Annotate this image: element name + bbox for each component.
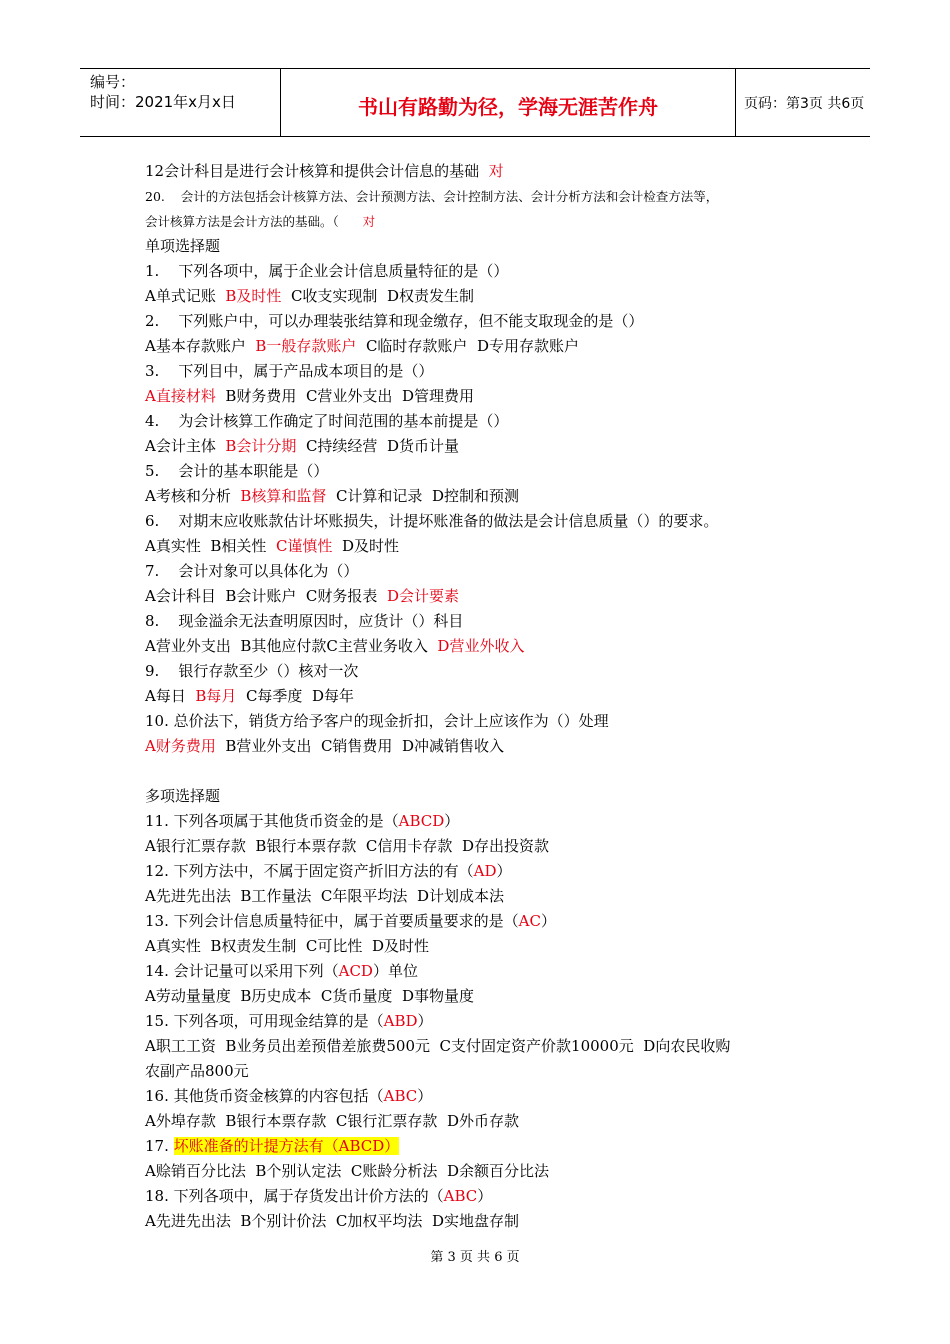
- line-text: A真实性 B相关性: [145, 537, 276, 555]
- document-body: [145, 159, 825, 1234]
- text-line: [145, 159, 825, 184]
- answer-text: AD: [473, 862, 497, 880]
- line-text: 6. 对期末应收账款估计坏账损失，计提坏账准备的做法是会计信息质量（）的要求。: [145, 512, 719, 530]
- answer-text: ABCD: [398, 812, 445, 830]
- header-motto-cell: [280, 69, 736, 136]
- line-text: A先进先出法 B个别计价法 C加权平均法 D实地盘存制: [145, 1212, 519, 1230]
- answer-text: 对: [479, 162, 504, 180]
- line-text: A职工工资 B业务员出差预借差旅费500元 C支付固定资产价款10000元 D向农民收购: [145, 1037, 731, 1055]
- line-text: A单式记账: [145, 287, 226, 305]
- text-line: [145, 959, 825, 984]
- line-text: 2. 下列账户中，可以办理装张结算和现金缴存，但不能支取现金的是（）: [145, 312, 644, 330]
- line-text: 9. 银行存款至少（）核对一次: [145, 662, 359, 680]
- text-line: [145, 1184, 825, 1209]
- line-text: 多项选择题: [145, 787, 221, 805]
- line-text: 单项选择题: [145, 237, 221, 255]
- text-line: [145, 734, 825, 759]
- page-header: [80, 68, 870, 137]
- line-text: ）单位: [372, 962, 418, 980]
- answer-text: B会计分期: [225, 437, 297, 455]
- line-text: A赊销百分比法 B个别认定法 C账龄分析法 D余额百分比法: [145, 1162, 549, 1180]
- line-text: C临时存款账户 D专用存款账户: [356, 337, 579, 355]
- line-text: A每日: [145, 687, 196, 705]
- line-text: A基本存款账户: [145, 337, 256, 355]
- text-line: [145, 234, 825, 259]
- line-text: 11. 下列各项属于其他货币资金的是（: [145, 812, 399, 830]
- text-line: [145, 934, 825, 959]
- text-line: [145, 659, 825, 684]
- line-text: A营业外支出 B其他应付款C主营业务收入: [145, 637, 438, 655]
- line-text: 农副产品800元: [145, 1062, 249, 1080]
- text-line: [145, 484, 825, 509]
- line-text: A先进先出法 B工作量法 C年限平均法 D计划成本法: [145, 887, 504, 905]
- line-text: D及时性: [332, 537, 399, 555]
- line-text: B营业外支出 C销售费用 D冲减销售收入: [215, 737, 504, 755]
- text-line: [145, 984, 825, 1009]
- text-line: [145, 509, 825, 534]
- line-text: C计算和记录 D控制和预测: [326, 487, 519, 505]
- line-text: 8. 现金溢余无法查明原因时，应货计（）科目: [145, 612, 464, 630]
- line-text: ）: [477, 1187, 493, 1205]
- line-text: 20. 会计的方法包括会计核算方法、会计预测方法、会计控制方法、会计分析方法和会计检查方法等，: [145, 189, 719, 204]
- text-line: [145, 584, 825, 609]
- header-left-cell: [80, 69, 280, 136]
- answer-text: C谨慎性: [275, 537, 333, 555]
- line-text: 14. 会计记量可以采用下列（: [145, 962, 339, 980]
- line-text: ）: [444, 812, 460, 830]
- line-text: A考核和分析: [145, 487, 241, 505]
- line-text: 15. 下列各项，可用现金结算的是（: [145, 1012, 384, 1030]
- answer-text: ）: [384, 1137, 400, 1155]
- page-footer: 第 3 页 共 6 页: [430, 1250, 520, 1265]
- line-text: ）: [417, 1087, 433, 1105]
- text-line: [145, 1084, 825, 1109]
- answer-text: D营业外收入: [437, 637, 525, 655]
- text-line: [145, 259, 825, 284]
- motto: 书山有路勤为径，学海无涯苦作舟: [358, 95, 658, 119]
- line-text: A劳动量量度 B历史成本 C货币量度 D事物量度: [145, 987, 474, 1005]
- header-right-cell: [735, 69, 870, 136]
- page-info: 页码：第3页 共6页: [744, 96, 865, 112]
- answer-text: AC: [518, 912, 541, 930]
- line-text: B财务费用 C营业外支出 D管理费用: [215, 387, 474, 405]
- line-text: C持续经营 D货币计量: [296, 437, 459, 455]
- line-text: A会计主体: [145, 437, 226, 455]
- text-line: [145, 759, 825, 784]
- answer-text: ACD: [338, 962, 373, 980]
- answer-text: ABC: [443, 1187, 478, 1205]
- date-line: 时间：2021年x月x日: [90, 93, 236, 111]
- line-text: 3. 下列目中，属于产品成本项目的是（）: [145, 362, 434, 380]
- text-line: [145, 1109, 825, 1134]
- text-line: [145, 559, 825, 584]
- text-line: [145, 334, 825, 359]
- text-line: [145, 859, 825, 884]
- line-text: A银行汇票存款 B银行本票存款 C信用卡存款 D存出投资款: [145, 837, 549, 855]
- line-text: 12. 下列方法中，不属于固定资产折旧方法的有（: [145, 862, 474, 880]
- line-text: ）: [496, 862, 512, 880]
- line-text: 18. 下列各项中，属于存货发出计价方法的（: [145, 1187, 444, 1205]
- text-line: [145, 709, 825, 734]
- answer-text: ABD: [383, 1012, 418, 1030]
- line-text: 12会计科目是进行会计核算和提供会计信息的基础: [145, 162, 480, 180]
- line-text: A外埠存款 B银行本票存款 C银行汇票存款 D外币存款: [145, 1112, 519, 1130]
- line-text: 17.: [145, 1137, 174, 1155]
- answer-text: 坏账准备的计提方法有（: [173, 1137, 339, 1155]
- text-line: [145, 1209, 825, 1234]
- line-text: A真实性 B权责发生制 C可比性 D及时性: [145, 937, 429, 955]
- text-line: [145, 684, 825, 709]
- answer-text: ABCD: [338, 1137, 385, 1155]
- line-text: C收支实现制 D权责发生制: [281, 287, 474, 305]
- answer-text: B及时性: [225, 287, 282, 305]
- text-line: [145, 284, 825, 309]
- answer-text: B每月: [195, 687, 237, 705]
- line-text: 13. 下列会计信息质量特征中，属于首要质量要求的是（: [145, 912, 519, 930]
- line-text: 7. 会计对象可以具体化为（）: [145, 562, 359, 580]
- text-line: [145, 784, 825, 809]
- text-line: [145, 884, 825, 909]
- text-line: [145, 309, 825, 334]
- line-text: 10. 总价法下，销货方给予客户的现金折扣，会计上应该作为（）处理: [145, 712, 609, 730]
- line-text: A会计科目 B会计账户 C财务报表: [145, 587, 387, 605]
- text-line: [145, 634, 825, 659]
- text-line: [145, 1134, 825, 1159]
- answer-text: D会计要素: [386, 587, 459, 605]
- text-line: [145, 809, 825, 834]
- line-text: ）: [417, 1012, 433, 1030]
- text-line: [145, 409, 825, 434]
- text-line: [145, 209, 825, 234]
- text-line: [145, 1009, 825, 1034]
- line-text: 会计核算方法是会计方法的基础。（: [145, 214, 363, 229]
- text-line: [145, 909, 825, 934]
- line-text: ）: [540, 912, 556, 930]
- answer-text: B核算和监督: [240, 487, 327, 505]
- line-text: 16. 其他货币资金核算的内容包括（: [145, 1087, 384, 1105]
- text-line: [145, 1059, 825, 1084]
- answer-text: ABC: [383, 1087, 418, 1105]
- line-text: 4. 为会计核算工作确定了时间范围的基本前提是（）: [145, 412, 509, 430]
- answer-text: 对: [362, 214, 376, 229]
- number-label: 编号：: [90, 73, 136, 91]
- text-line: [145, 609, 825, 634]
- text-line: [145, 834, 825, 859]
- text-line: [145, 459, 825, 484]
- text-line: [145, 359, 825, 384]
- text-line: [145, 434, 825, 459]
- line-text: C每季度 D每年: [236, 687, 354, 705]
- text-line: [145, 384, 825, 409]
- answer-text: A财务费用: [145, 737, 216, 755]
- answer-text: A直接材料: [145, 387, 216, 405]
- line-text: 5. 会计的基本职能是（）: [145, 462, 329, 480]
- text-line: [145, 1159, 825, 1184]
- answer-text: B一般存款账户: [255, 337, 357, 355]
- text-line: [145, 184, 825, 209]
- text-line: [145, 1034, 825, 1059]
- line-text: 1. 下列各项中，属于企业会计信息质量特征的是（）: [145, 262, 509, 280]
- text-line: [145, 534, 825, 559]
